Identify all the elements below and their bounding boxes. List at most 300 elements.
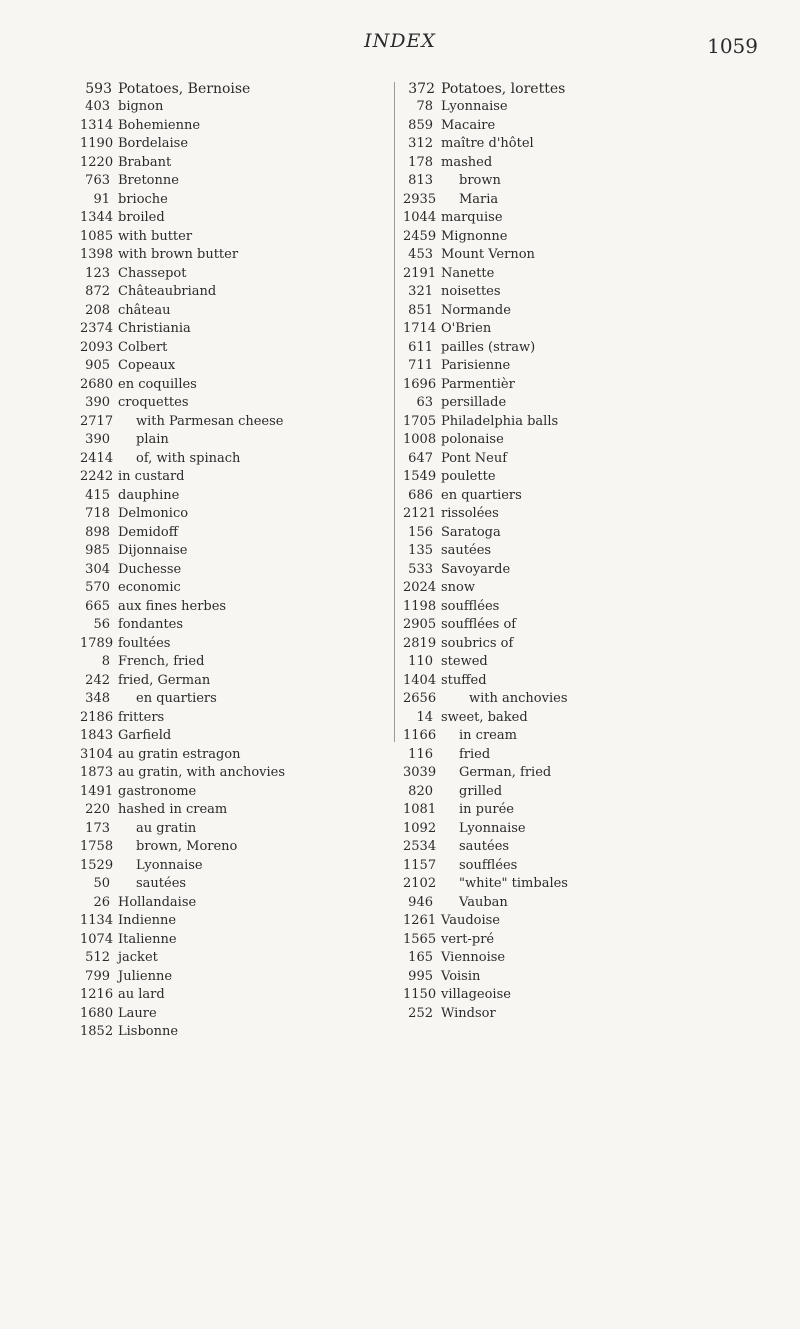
index-entry <box>403 283 733 302</box>
entry-page-number: 415 <box>85 487 110 503</box>
entry-page-number: 859 <box>408 117 433 133</box>
entry-text: "white" timbales <box>459 876 568 891</box>
entry-text: polonaise <box>441 432 504 447</box>
entry-page-number: 2534 <box>403 839 437 854</box>
entry-page-number: 1705 <box>403 413 437 429</box>
page-number: 1059 <box>707 34 758 58</box>
entry-text: soufflées of <box>441 617 517 632</box>
index-entry <box>80 709 390 728</box>
index-entry <box>403 505 733 524</box>
index-entry <box>403 524 733 543</box>
entry-text: au gratin, with anchovies <box>118 765 286 780</box>
index-entry <box>80 468 390 487</box>
entry-page-number: 2374 <box>80 321 114 336</box>
index-entry <box>403 265 733 284</box>
entry-page-number: 1852 <box>80 1024 114 1039</box>
index-entry <box>80 838 390 857</box>
index-entry <box>403 413 733 432</box>
index-entry <box>80 320 390 339</box>
heading-text: Potatoes, lorettes <box>441 81 566 97</box>
index-entry <box>403 968 733 987</box>
entry-page-number: 2717 <box>80 413 114 429</box>
entry-text: en quartiers <box>136 691 217 706</box>
entry-page-number: 3104 <box>80 746 114 762</box>
entry-page-number: 178 <box>408 154 433 170</box>
entry-text: château <box>118 302 171 318</box>
entry-text: Lisbonne <box>118 1024 179 1039</box>
index-entry <box>80 376 390 395</box>
entry-text: bignon <box>118 99 164 114</box>
entry-text: O'Brien <box>441 321 492 336</box>
entry-page-number: 3039 <box>403 765 437 780</box>
entry-text: Duchesse <box>118 561 182 577</box>
index-entry <box>403 172 733 191</box>
entry-text: sweet, baked <box>441 709 528 725</box>
entry-text: marquise <box>441 210 503 225</box>
heading-text: Potatoes, Bernoise <box>118 81 251 97</box>
entry-text: Julienne <box>118 968 173 984</box>
entry-page-number: 390 <box>85 432 110 447</box>
entry-text: Savoyarde <box>441 561 511 577</box>
entry-page-number: 1758 <box>80 839 114 854</box>
index-entry <box>80 912 390 931</box>
index-entry <box>80 672 390 691</box>
entry-page-number: 1261 <box>403 913 437 928</box>
entry-text: Mount Vernon <box>441 247 535 262</box>
index-entry <box>80 968 390 987</box>
entry-page-number: 252 <box>408 1005 433 1021</box>
entry-text: in custard <box>118 469 185 484</box>
index-entry <box>80 265 390 284</box>
entry-page-number: 820 <box>408 783 433 799</box>
entry-text: soufflées <box>459 857 518 873</box>
entry-page-number: 1216 <box>80 987 114 1002</box>
entry-page-number: 2186 <box>80 709 114 725</box>
index-entry <box>80 450 390 469</box>
entry-text: Lyonnaise <box>441 99 508 114</box>
entry-page-number: 647 <box>408 450 433 466</box>
entry-page-number: 2024 <box>403 580 437 595</box>
entry-page-number: 453 <box>408 247 433 262</box>
index-entry <box>80 228 390 247</box>
entry-page-number: 123 <box>85 265 110 281</box>
entry-page-number: 1092 <box>403 820 437 836</box>
entry-page-number: 156 <box>408 524 433 540</box>
entry-text: plain <box>136 432 169 447</box>
entry-text: Macaire <box>441 117 496 133</box>
entry-page-number: 851 <box>408 302 433 318</box>
index-entry <box>80 191 390 210</box>
index-entry <box>403 1005 733 1024</box>
entry-page-number: 533 <box>408 561 433 577</box>
entry-text: Mignonne <box>441 228 508 244</box>
entry-page-number: 2093 <box>80 339 114 355</box>
entry-page-number: 1565 <box>403 931 437 947</box>
entry-page-number: 312 <box>408 136 433 151</box>
entry-text: au gratin <box>136 820 197 836</box>
index-entry <box>403 672 733 691</box>
index-entry <box>403 394 733 413</box>
index-entry <box>80 357 390 376</box>
entry-text: au gratin estragon <box>118 746 241 762</box>
entry-text: gastronome <box>118 783 197 799</box>
index-entry <box>403 912 733 931</box>
index-entry <box>80 801 390 820</box>
entry-text: Dijonnaise <box>118 543 188 558</box>
entry-page-number: 2680 <box>80 376 114 392</box>
index-entry <box>80 431 390 450</box>
index-entry <box>403 894 733 913</box>
index-entry <box>403 949 733 968</box>
entry-page-number: 799 <box>85 968 110 984</box>
index-entry <box>403 450 733 469</box>
index-entry <box>80 635 390 654</box>
index-entry <box>80 413 390 432</box>
index-entry <box>80 598 390 617</box>
index-entry <box>403 320 733 339</box>
entry-page-number: 763 <box>85 173 110 188</box>
entry-text: sautées <box>136 876 187 891</box>
entry-page-number: 665 <box>85 598 110 614</box>
index-entry <box>80 524 390 543</box>
entry-page-number: 1529 <box>80 857 114 873</box>
index-entry <box>80 172 390 191</box>
entry-page-number: 1549 <box>403 469 437 484</box>
entry-page-number: 78 <box>416 99 433 114</box>
entry-text: pailles (straw) <box>441 339 536 355</box>
entry-page-number: 321 <box>408 284 433 299</box>
index-entry <box>80 764 390 783</box>
index-entry <box>403 98 733 117</box>
entry-text: Nanette <box>441 265 495 281</box>
entry-text: vert-pré <box>441 931 495 947</box>
entry-page-number: 872 <box>85 284 110 299</box>
entry-page-number: 116 <box>408 746 433 762</box>
entry-page-number: 1314 <box>80 117 114 133</box>
entry-page-number: 1166 <box>403 728 437 743</box>
entry-text: sautées <box>441 543 492 558</box>
entry-page-number: 110 <box>408 654 433 669</box>
index-entry <box>403 746 733 765</box>
index-entry <box>403 764 733 783</box>
index-entry <box>80 783 390 802</box>
entry-page-number: 1404 <box>403 672 437 688</box>
index-entry <box>403 302 733 321</box>
entry-page-number: 570 <box>85 580 110 595</box>
entry-text: French, fried <box>118 654 205 669</box>
entry-page-number: 1714 <box>403 321 437 336</box>
entry-text: brioche <box>118 191 168 207</box>
entry-page-number: 8 <box>101 654 110 669</box>
entry-text: hashed in cream <box>118 802 228 817</box>
entry-text: Vaudoise <box>441 913 500 928</box>
index-entry <box>403 857 733 876</box>
entry-text: Bordelaise <box>118 136 189 151</box>
entry-page-number: 1008 <box>403 432 437 447</box>
entry-page-number: 2459 <box>403 228 437 244</box>
entry-page-number: 995 <box>408 968 433 984</box>
index-entry <box>403 783 733 802</box>
entry-page-number: 2905 <box>403 617 437 632</box>
entry-page-number: 26 <box>93 894 110 910</box>
entry-text: of, with spinach <box>136 450 241 466</box>
entry-text: en quartiers <box>441 487 522 503</box>
entry-page-number: 348 <box>85 691 110 706</box>
page-title: INDEX <box>364 30 436 52</box>
entry-text: foultées <box>118 635 171 651</box>
entry-page-number: 63 <box>416 395 433 410</box>
entry-page-number: 1134 <box>80 913 114 928</box>
index-entry <box>403 135 733 154</box>
entry-text: Parisienne <box>441 358 511 373</box>
index-entry <box>80 690 390 709</box>
index-list <box>403 98 733 1023</box>
entry-page-number: 2819 <box>403 635 437 651</box>
entry-page-number: 813 <box>408 173 433 188</box>
entry-page-number: 1873 <box>80 765 114 780</box>
entry-page-number: 1344 <box>80 210 114 225</box>
entry-page-number: 611 <box>408 339 433 355</box>
index-entry <box>403 709 733 728</box>
entry-page-number: 2656 <box>403 691 437 706</box>
heading-number: 593 <box>85 81 112 97</box>
entry-text: Voisin <box>441 968 481 984</box>
entry-page-number: 173 <box>85 820 110 836</box>
entry-text: Bretonne <box>118 173 179 188</box>
index-entry <box>403 579 733 598</box>
index-entry <box>403 357 733 376</box>
index-entry <box>403 117 733 136</box>
index-entry <box>403 931 733 950</box>
entry-text: Bohemienne <box>118 117 201 133</box>
entry-page-number: 304 <box>85 561 110 577</box>
entry-page-number: 1157 <box>403 857 437 873</box>
index-entry <box>403 561 733 580</box>
index-entry <box>403 487 733 506</box>
entry-text: stuffed <box>441 672 487 688</box>
index-entry <box>80 857 390 876</box>
entry-text: stewed <box>441 654 488 669</box>
entry-text: economic <box>118 580 181 595</box>
index-column-right <box>403 80 733 1023</box>
entry-text: poulette <box>441 469 496 484</box>
index-entry <box>80 894 390 913</box>
index-entry <box>80 616 390 635</box>
entry-text: Windsor <box>441 1005 496 1021</box>
index-entry <box>80 820 390 839</box>
entry-text: aux fines herbes <box>118 598 227 614</box>
entry-text: Lyonnaise <box>136 857 203 873</box>
index-entry <box>80 154 390 173</box>
entry-text: Italienne <box>118 931 177 947</box>
entry-text: dauphine <box>118 487 180 503</box>
entry-page-number: 56 <box>93 617 110 632</box>
entry-text: fondantes <box>118 617 184 632</box>
index-entry <box>80 727 390 746</box>
column-divider <box>394 82 395 742</box>
entry-text: Parmentièr <box>441 376 515 392</box>
index-entry <box>80 1023 390 1042</box>
entry-text: with Parmesan cheese <box>136 413 284 429</box>
entry-text: Lyonnaise <box>459 820 526 836</box>
entry-page-number: 898 <box>85 524 110 540</box>
index-entry <box>403 690 733 709</box>
entry-page-number: 242 <box>85 672 110 688</box>
entry-text: Philadelphia balls <box>441 413 559 429</box>
entry-page-number: 2935 <box>403 191 437 207</box>
index-entry <box>403 431 733 450</box>
index-entry <box>403 986 733 1005</box>
entry-text: Saratoga <box>441 524 501 540</box>
entry-text: en coquilles <box>118 376 197 392</box>
entry-page-number: 91 <box>93 191 110 207</box>
entry-text: jacket <box>118 950 158 965</box>
index-entry <box>80 487 390 506</box>
entry-page-number: 2121 <box>403 506 437 521</box>
index-entry <box>403 801 733 820</box>
entry-page-number: 390 <box>85 395 110 410</box>
entry-text: broiled <box>118 210 165 225</box>
index-entry <box>403 653 733 672</box>
index-entry <box>80 209 390 228</box>
index-entry <box>80 875 390 894</box>
index-entry <box>80 931 390 950</box>
entry-text: fried, German <box>118 672 211 688</box>
entry-page-number: 1220 <box>80 154 114 170</box>
entry-text: Colbert <box>118 339 168 355</box>
entry-text: brown <box>459 173 501 188</box>
entry-page-number: 50 <box>93 876 110 891</box>
index-entry <box>403 376 733 395</box>
entry-text: sautées <box>459 839 510 854</box>
index-entry <box>80 339 390 358</box>
entry-text: German, fried <box>459 765 552 780</box>
entry-page-number: 220 <box>85 802 110 817</box>
index-entry <box>80 394 390 413</box>
entry-page-number: 2414 <box>80 450 114 466</box>
index-entry <box>80 302 390 321</box>
entry-page-number: 1843 <box>80 728 114 743</box>
entry-page-number: 1398 <box>80 247 114 262</box>
entry-text: with butter <box>118 228 193 244</box>
entry-text: Hollandaise <box>118 894 197 910</box>
index-entry <box>80 246 390 265</box>
entry-text: Garfield <box>118 728 172 743</box>
index-entry <box>80 579 390 598</box>
entry-text: soufflées <box>441 598 500 614</box>
index-entry <box>80 505 390 524</box>
entry-page-number: 2242 <box>80 469 114 484</box>
entry-text: Laure <box>118 1005 157 1021</box>
entry-page-number: 165 <box>408 950 433 965</box>
entry-text: with anchovies <box>469 691 568 706</box>
index-entry <box>80 117 390 136</box>
index-entry <box>403 468 733 487</box>
entry-page-number: 2102 <box>403 876 437 891</box>
entry-text: persillade <box>441 395 507 410</box>
entry-page-number: 1491 <box>80 783 114 799</box>
entry-text: rissolées <box>441 506 499 521</box>
index-entry <box>403 875 733 894</box>
index-entry <box>80 1005 390 1024</box>
index-entry <box>403 635 733 654</box>
entry-page-number: 1789 <box>80 635 114 651</box>
index-entry <box>403 228 733 247</box>
entry-text: fritters <box>118 709 165 725</box>
entry-text: Brabant <box>118 154 172 170</box>
index-entry <box>403 542 733 561</box>
entry-text: Copeaux <box>118 358 176 373</box>
index-entry <box>403 209 733 228</box>
entry-text: croquettes <box>118 395 189 410</box>
entry-page-number: 403 <box>85 99 110 114</box>
entry-text: Vauban <box>459 894 508 910</box>
entry-page-number: 711 <box>408 358 433 373</box>
entry-text: Indienne <box>118 913 177 928</box>
heading-number: 372 <box>408 81 435 97</box>
index-list <box>80 98 390 1042</box>
entry-page-number: 946 <box>408 894 433 910</box>
entry-text: Viennoise <box>441 950 506 965</box>
entry-page-number: 1074 <box>80 931 114 947</box>
entry-text: au lard <box>118 987 165 1002</box>
index-column-left <box>80 80 390 1042</box>
entry-page-number: 905 <box>85 358 110 373</box>
index-entry <box>80 746 390 765</box>
index-entry <box>403 598 733 617</box>
entry-page-number: 1696 <box>403 376 437 392</box>
entry-page-number: 718 <box>85 506 110 521</box>
entry-page-number: 985 <box>85 543 110 558</box>
entry-text: Delmonico <box>118 506 189 521</box>
entry-text: mashed <box>441 154 493 170</box>
entry-page-number: 1085 <box>80 228 114 244</box>
index-entry <box>403 838 733 857</box>
entry-page-number: 1044 <box>403 210 437 225</box>
index-entry <box>80 542 390 561</box>
entry-text: Maria <box>459 191 499 207</box>
entry-page-number: 208 <box>85 302 110 318</box>
index-entry <box>80 986 390 1005</box>
index-entry <box>403 246 733 265</box>
entry-text: noisettes <box>441 284 501 299</box>
entry-page-number: 512 <box>85 950 110 965</box>
entry-text: Pont Neuf <box>441 450 508 466</box>
column-heading <box>80 80 390 98</box>
entry-text: with brown butter <box>118 247 239 262</box>
entry-text: Châteaubriand <box>118 284 217 299</box>
entry-text: Normande <box>441 302 511 318</box>
column-heading <box>403 80 733 98</box>
index-entry <box>403 820 733 839</box>
entry-text: Demidoff <box>118 524 178 540</box>
entry-text: fried <box>459 746 491 762</box>
index-entry <box>403 727 733 746</box>
entry-text: Christiania <box>118 321 191 336</box>
entry-page-number: 1150 <box>403 987 437 1002</box>
entry-text: villageoise <box>441 987 511 1002</box>
entry-text: in cream <box>459 728 517 743</box>
entry-text: brown, Moreno <box>136 839 238 854</box>
entry-text: Chassepot <box>118 265 187 281</box>
entry-page-number: 2191 <box>403 265 437 281</box>
entry-page-number: 1081 <box>403 802 437 817</box>
entry-text: in purée <box>459 802 514 817</box>
index-entry <box>80 949 390 968</box>
entry-page-number: 686 <box>408 487 433 503</box>
index-entry <box>80 653 390 672</box>
entry-text: soubrics of <box>441 635 514 651</box>
